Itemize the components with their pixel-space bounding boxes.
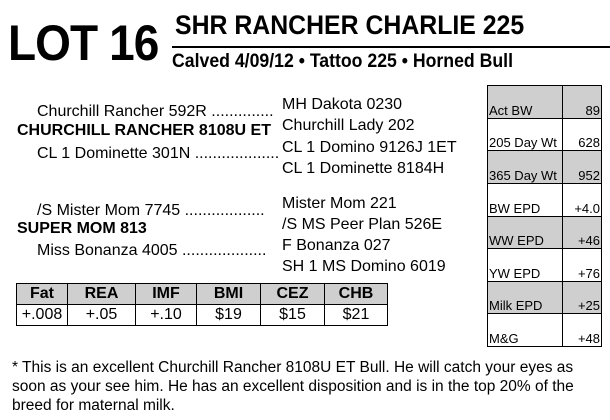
epd-label: WW EPD bbox=[488, 216, 563, 249]
sire-dam-dam: CL 1 Dominette 8184H bbox=[282, 160, 445, 177]
carcass-value: +.10 bbox=[136, 305, 197, 326]
animal-name: SHR RANCHER CHARLIE 225 bbox=[175, 10, 525, 40]
epd-value: +76 bbox=[563, 249, 602, 282]
carcass-value: +.05 bbox=[68, 305, 136, 326]
header-divider bbox=[172, 46, 610, 48]
carcass-value: $15 bbox=[261, 305, 325, 326]
epd-row bbox=[488, 314, 602, 347]
epd-value: 89 bbox=[563, 86, 602, 119]
epd-value: +46 bbox=[563, 216, 602, 249]
epd-row bbox=[488, 86, 602, 119]
sire: CHURCHILL RANCHER 8108U ET bbox=[17, 122, 271, 139]
epd-value: +25 bbox=[563, 281, 602, 314]
epd-label: 205 Day Wt bbox=[488, 118, 563, 151]
sire-dam-sire: CL 1 Domino 9126J 1ET bbox=[282, 139, 457, 156]
dam-sire-sire: Mister Mom 221 bbox=[282, 195, 397, 212]
epd-row bbox=[488, 281, 602, 314]
epd-value: +48 bbox=[563, 314, 602, 347]
dam-dam-sire: F Bonanza 027 bbox=[282, 237, 391, 254]
epd-row bbox=[488, 118, 602, 151]
carcass-header: CHB bbox=[325, 284, 388, 305]
carcass-header-row bbox=[17, 284, 388, 305]
sire-sire: Churchill Rancher 592R .............. bbox=[37, 103, 274, 120]
epd-row bbox=[488, 183, 602, 216]
carcass-header: Fat bbox=[17, 284, 68, 305]
dam-dam-dam: SH 1 MS Domino 6019 bbox=[282, 258, 446, 275]
carcass-value: +.008 bbox=[17, 305, 68, 326]
epd-label: 365 Day Wt bbox=[488, 151, 563, 184]
epd-label: YW EPD bbox=[488, 249, 563, 282]
carcass-value: $19 bbox=[197, 305, 261, 326]
epd-row bbox=[488, 249, 602, 282]
carcass-header: CEZ bbox=[261, 284, 325, 305]
dam-dam: Miss Bonanza 4005 ................... bbox=[37, 242, 267, 259]
sire-sire-dam: Churchill Lady 202 bbox=[282, 117, 415, 134]
epd-value: 628 bbox=[563, 118, 602, 151]
lot-note: * This is an excellent Churchill Rancher 8108U ET Bull. He will catch your eyes as soon as your see him. He has an excellent disposition and is in the top 20% of the breed for maternal milk. bbox=[12, 359, 574, 414]
epd-value: +4.0 bbox=[563, 183, 602, 216]
animal-details: Calved 4/09/12 • Tattoo 225 • Horned Bull bbox=[172, 51, 514, 72]
carcass-value-row bbox=[17, 305, 388, 326]
dam-sire-dam: /S MS Peer Plan 526E bbox=[282, 216, 443, 233]
epd-table bbox=[487, 85, 602, 347]
carcass-header: BMI bbox=[197, 284, 261, 305]
epd-row bbox=[488, 151, 602, 184]
carcass-header: IMF bbox=[136, 284, 197, 305]
sire-sire-sire: MH Dakota 0230 bbox=[282, 96, 403, 113]
epd-label: BW EPD bbox=[488, 183, 563, 216]
lot-number: LOT 16 bbox=[8, 15, 159, 71]
epd-label: Milk EPD bbox=[488, 281, 563, 314]
dam: SUPER MOM 813 bbox=[17, 220, 147, 237]
epd-row bbox=[488, 216, 602, 249]
carcass-table bbox=[16, 283, 388, 326]
epd-value: 952 bbox=[563, 151, 602, 184]
carcass-value: $21 bbox=[325, 305, 388, 326]
epd-label: M&G bbox=[488, 314, 563, 347]
sire-dam: CL 1 Dominette 301N ................... bbox=[37, 145, 280, 162]
dam-sire: /S Mister Mom 7745 .................. bbox=[37, 202, 265, 219]
epd-label: Act BW bbox=[488, 86, 563, 119]
carcass-header: REA bbox=[68, 284, 136, 305]
